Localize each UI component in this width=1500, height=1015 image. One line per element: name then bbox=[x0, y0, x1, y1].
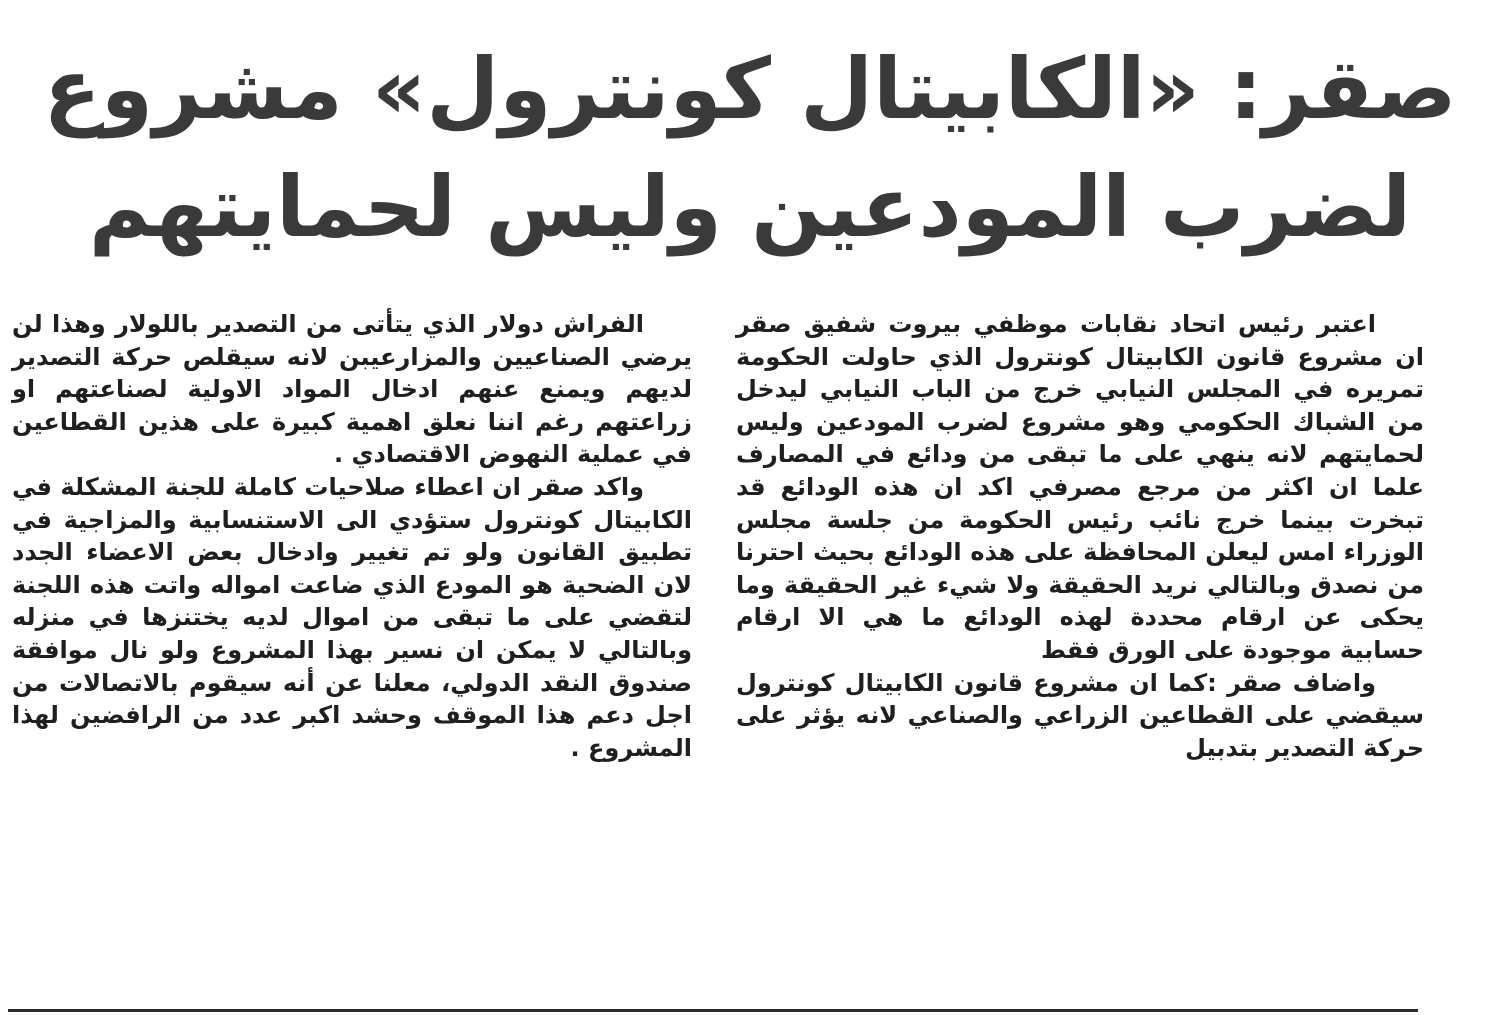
article-paragraph: الفراش دولار الذي يتأتى من التصدير باللولار وهذا لن يرضي الصناعيين والمزارعيبن لانه سيقلص حركة التصدير لديهم ويمنع عنهم ادخال المواد الاولية لصناعتهم او زراعتهم رغم اننا نعلق اهمية كبيرة على هذين القطاعين في عملية النهوض الاقتصادي . bbox=[12, 310, 692, 469]
headline-line-2: لضرب المودعين وليس لحمايتهم bbox=[88, 158, 1412, 256]
article-column-left bbox=[12, 308, 692, 764]
article-paragraph: اعتبر رئيس اتحاد نقابات موظفي بيروت شفيق صقر ان مشروع قانون الكابيتال كونترول الذي حاولت الحكومة تمريره في المجلس النيابي خرج من الباب النيابي ليدخل من الشباك الحكومي وهو مشروع لضرب المودعين وليس لحمايتهم لانه ينهي على ما تبقى من ودائع في المصارف علما ان اكثر من مرجع مصرفي اكد ان هذه الودائع قد تبخرت بينما خرج نائب رئيس الحكومة من جلسة مجلس الوزراء امس ليعلن المحافظة على هذه الودائع بحيث احترنا من نصدق وبالتالي نريد الحقيقة ولا شيء غير الحقيقة وما يحكى عن ارقام محددة لهذه الودائع ما هي الا ارقام حسابية موجودة على الورق فقط bbox=[736, 310, 1424, 664]
article-column-right bbox=[736, 308, 1424, 764]
bottom-divider bbox=[8, 1009, 1418, 1012]
headline bbox=[40, 30, 1460, 266]
headline-line-1: صقر: «الكابيتال كونترول» مشروع bbox=[43, 40, 1457, 138]
article-paragraph: واضاف صقر :كما ان مشروع قانون الكابيتال كونترول سيقضي على القطاعين الزراعي والصناعي لانه يؤثر على حركة التصدير بتدبيل bbox=[736, 668, 1424, 762]
article-paragraph: واكد صقر ان اعطاء صلاحيات كاملة للجنة المشكلة في الكابيتال كونترول ستؤدي الى الاستنسابية والمزاجية في تطبيق القانون ولو تم تغيير وادخال بعض الاعضاء الجدد لان الضحية هو المودع الذي ضاعت امواله واتت هذه اللجنة لتقضي على ما تبقى من اموال لديه يختنزها في منزله وبالتالي لا يمكن ان نسير بهذا المشروع ولو نال موافقة صندوق النقد الدولي، معلنا عن أنه سيقوم بالاتصالات من اجل دعم هذا الموقف وحشد اكبر عدد من الرافضين لهذا المشروع . bbox=[12, 472, 692, 762]
